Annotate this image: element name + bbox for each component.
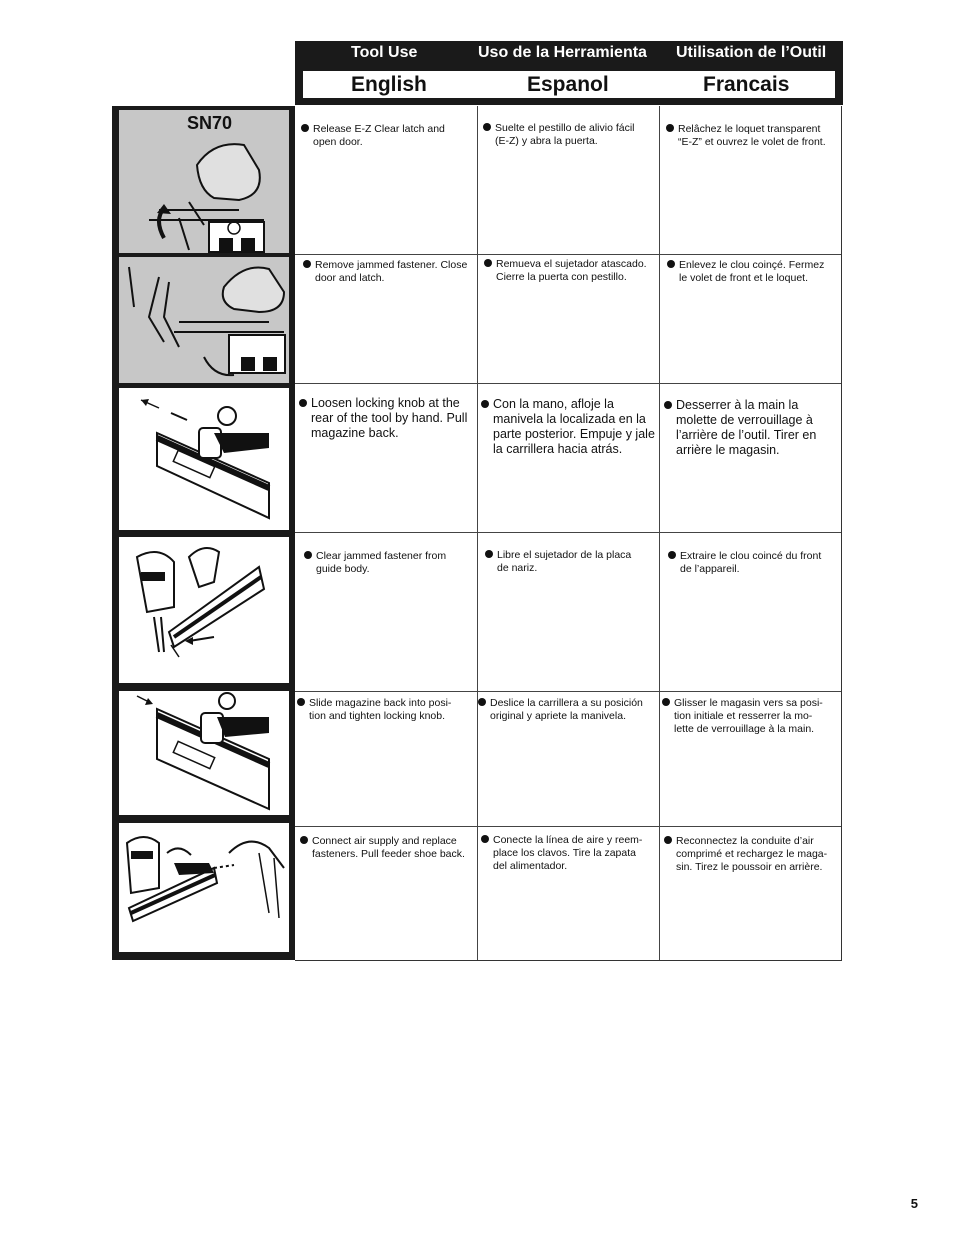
row3-spanish: Con la mano, afloje la manivela la localizada en la parte posterior. Empuje y jale la carrillera hacia atrás.	[481, 397, 657, 457]
tool-use-heading: Tool Use	[351, 44, 418, 61]
row4-spanish: Libre el sujetador de la placa de nariz.	[485, 549, 657, 575]
francais-heading: Francais	[703, 73, 790, 96]
illustration-connect-air	[119, 823, 289, 952]
row6-english: Connect air supply and replace fasteners. Pull feeder shoe back.	[300, 835, 476, 861]
pliers-drawing	[119, 257, 289, 383]
page-number: 5	[910, 1196, 918, 1211]
row5-english: Slide magazine back into posi- tion and tighten locking knob.	[297, 697, 473, 723]
uso-heading: Uso de la Herramienta	[478, 44, 647, 61]
illustration-loosen-knob	[119, 388, 289, 530]
espanol-heading: Espanol	[527, 73, 609, 96]
model-label: SN70	[187, 113, 233, 133]
air-supply-drawing	[119, 823, 289, 952]
illustration-open-latch	[119, 110, 289, 253]
row6-french: Reconnectez la conduite d’air comprimé et rechargez le maga- sin. Tirez le poussoir en arrière.	[664, 835, 840, 874]
row4-english: Clear jammed fastener from guide body.	[304, 550, 476, 576]
nailer-latch-drawing	[119, 110, 289, 253]
instruction-table	[295, 106, 842, 961]
row1-english: Release E-Z Clear latch and open door.	[301, 123, 473, 149]
illustration-remove-fastener	[119, 257, 289, 383]
english-heading: English	[351, 73, 427, 96]
row3-french: Desserrer à la main la molette de verrouillage à l’arrière de l’outil. Tirer en arrière le magasin.	[664, 398, 840, 458]
row2-french: Enlevez le clou coinçé. Fermez le volet de front et le loquet.	[667, 259, 839, 285]
language-bar	[303, 71, 835, 98]
illustration-clear-guide	[119, 537, 289, 683]
row4-french: Extraire le clou coincé du front de l’appareil.	[668, 550, 840, 576]
utilisation-heading: Utilisation de l’Outil	[676, 44, 827, 61]
row3-english: Loosen locking knob at the rear of the tool by hand. Pull magazine back.	[299, 396, 475, 441]
illustration-slide-magazine	[119, 691, 289, 815]
guide-body-drawing	[119, 537, 289, 683]
magazine-knob-drawing	[119, 388, 289, 530]
magazine-tighten-drawing	[119, 691, 289, 815]
row5-french: Glisser le magasin vers sa posi- tion initiale et resserrer la mo- lette de verrouillage à la main.	[662, 697, 838, 736]
row5-spanish: Deslice la carrillera a su posición original y apriete la manivela.	[478, 697, 654, 723]
row1-french: Relâchez le loquet transparent “E-Z” et ouvrez le volet de front.	[666, 123, 838, 149]
row2-spanish: Remueva el sujetador atascado. Cierre la puerta con pestillo.	[484, 258, 656, 284]
illustration-column	[112, 106, 295, 960]
row6-spanish: Conecte la línea de aire y reem- place los clavos. Tire la zapata del alimentador.	[481, 834, 657, 873]
row2-english: Remove jammed fastener. Close door and latch.	[303, 259, 475, 285]
column-header	[295, 41, 843, 105]
row1-spanish: Suelte el pestillo de alivio fácil (E-Z) y abra la puerta.	[483, 122, 655, 148]
